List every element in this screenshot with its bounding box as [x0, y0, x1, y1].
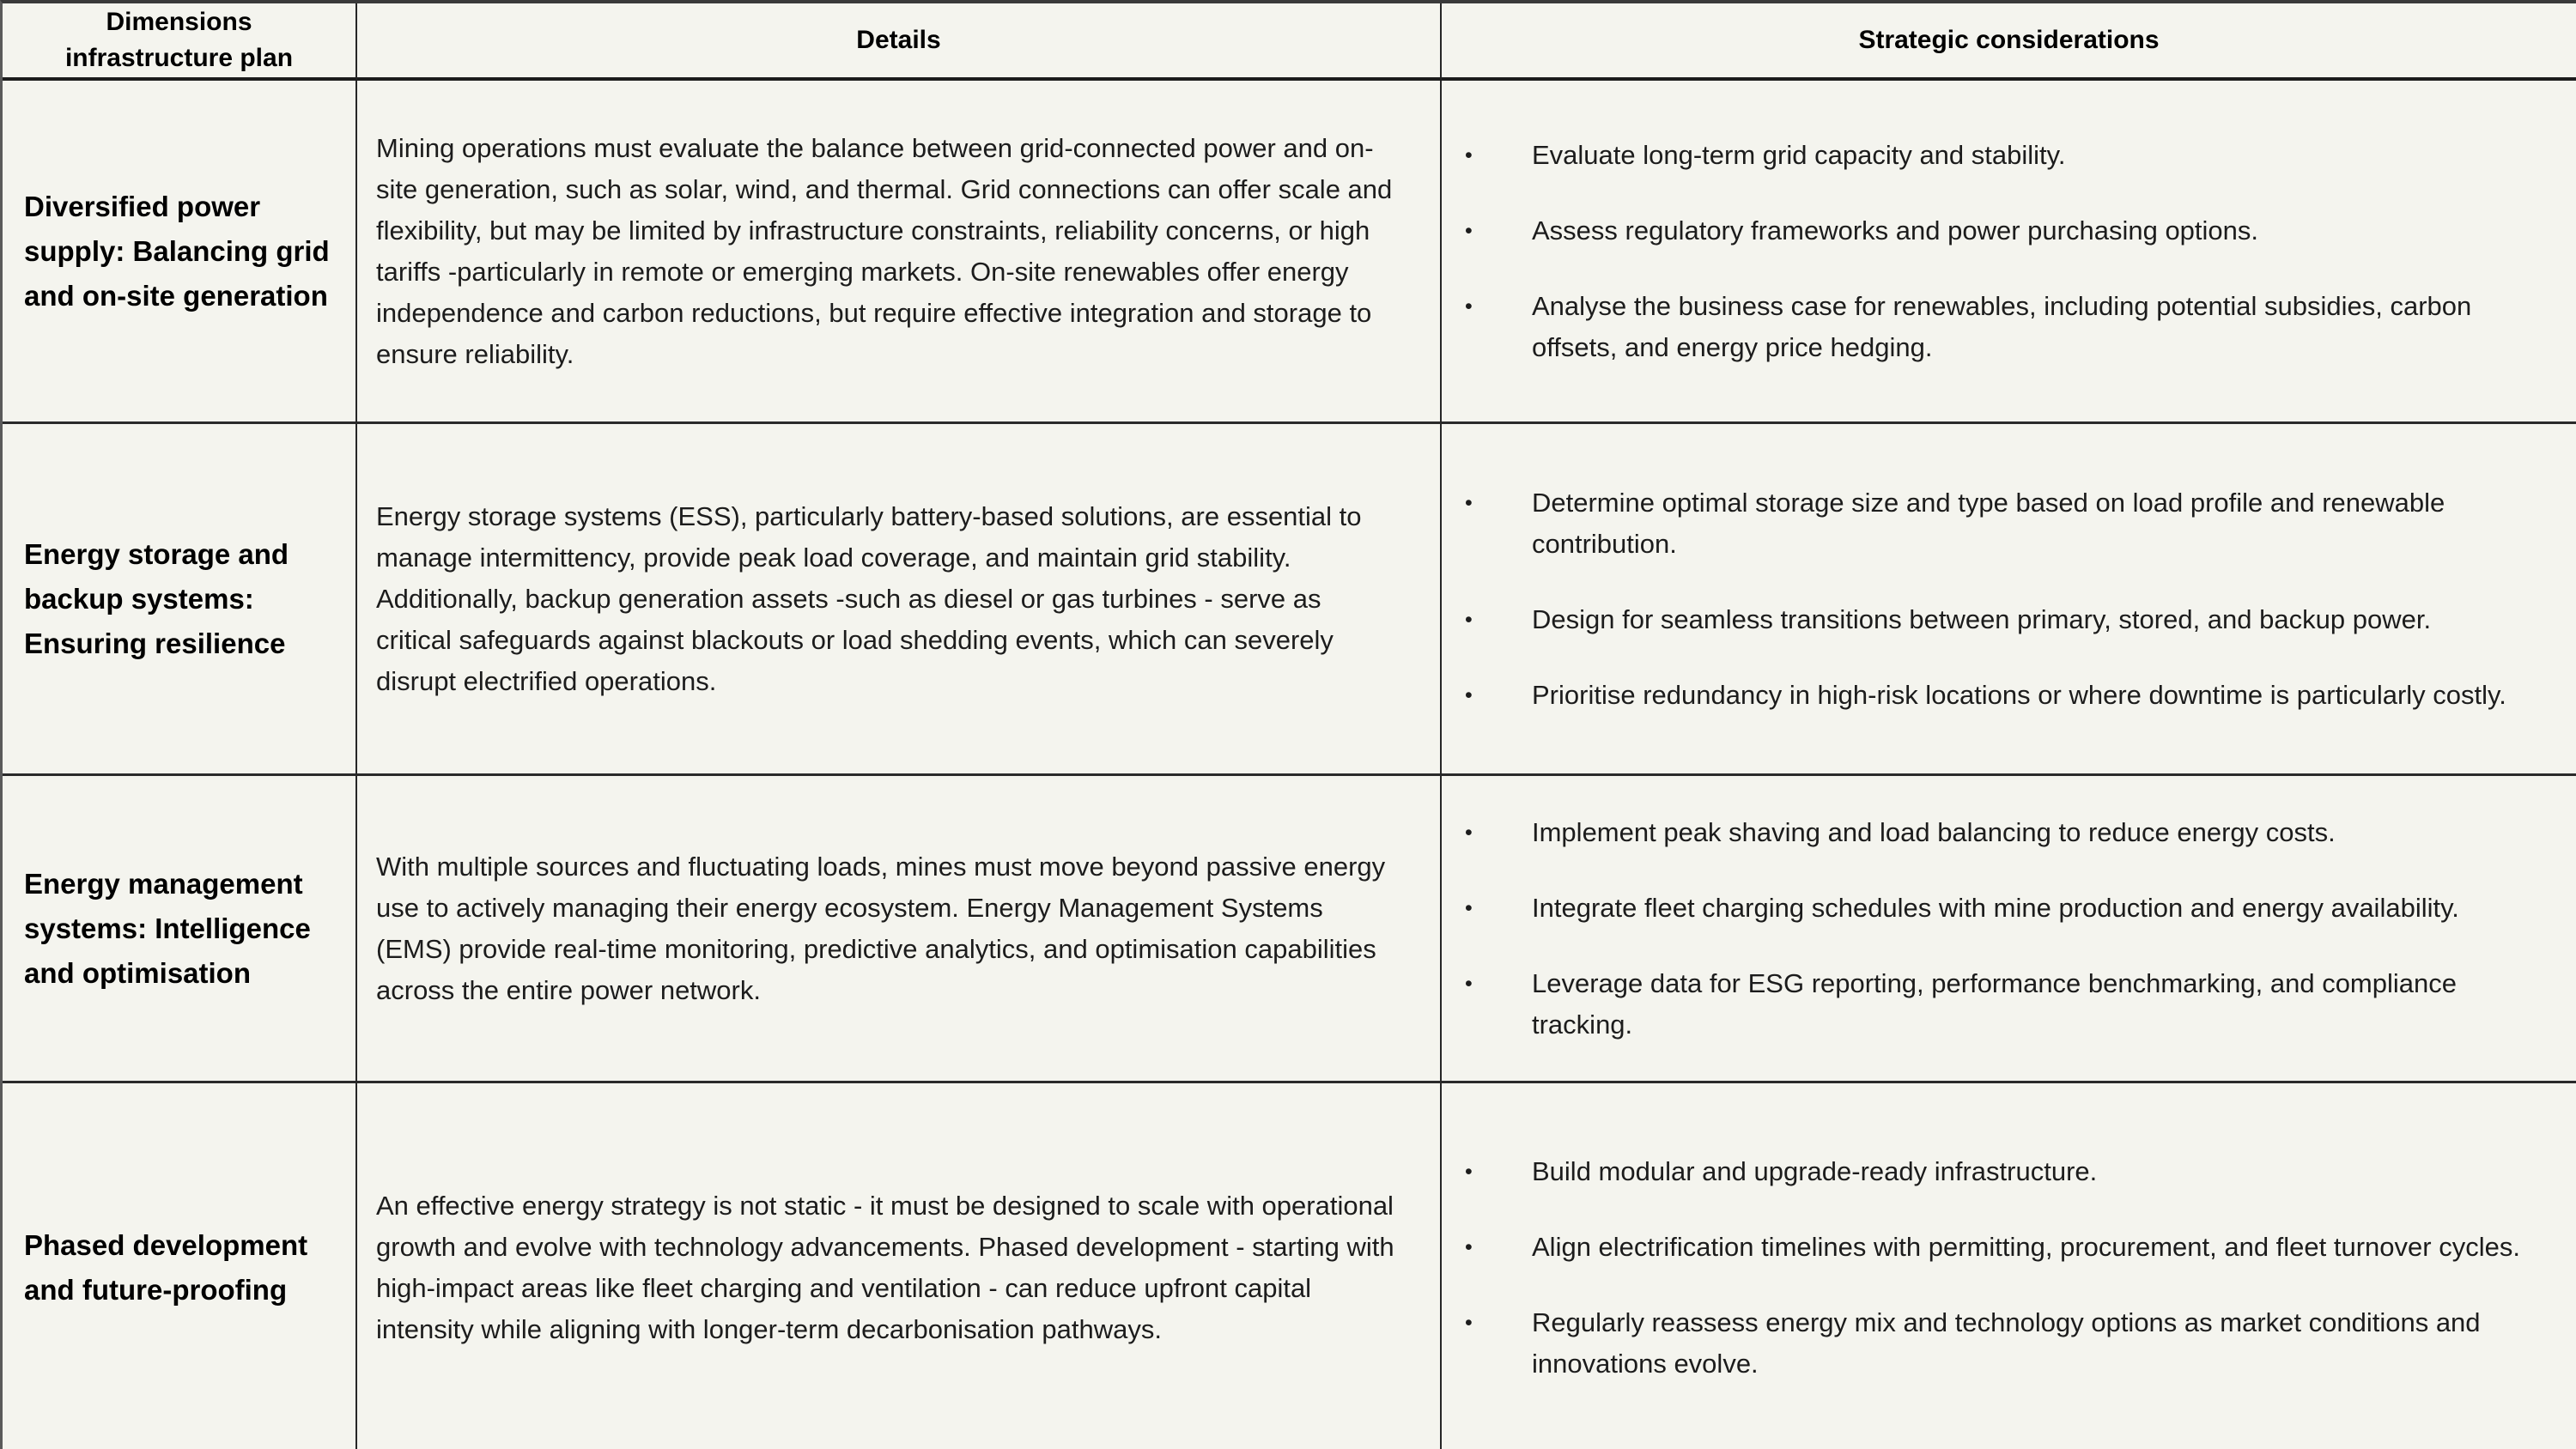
bullet-icon: • [1465, 294, 1473, 318]
list-item [1442, 135, 2542, 176]
dimension-title: Energy management systems: Intelligence and optimisation [24, 867, 311, 989]
considerations-cell [1442, 81, 2576, 424]
consideration-text: Evaluate long-term grid capacity and stability. [1532, 139, 2066, 170]
list-item [1442, 675, 2542, 716]
list-item [1442, 963, 2542, 1046]
consideration-text: Assess regulatory frameworks and power purchasing options. [1532, 215, 2259, 246]
details-text: Mining operations must evaluate the balance between grid-connected power and on-site generation, such as solar, wind, and thermal. Grid connections can offer scale and flexibility, but may be limited by infrastructure constraints, reliability concerns, or high tariffs -particularly in remote or emerging markets. On-site renewables offer energy independence and carbon reductions, but require effective integration and storage to ensure reliability. [376, 132, 1393, 369]
details-text: Energy storage systems (ESS), particularly battery-based solutions, are essential to manage intermittency, provide peak load coverage, and maintain grid stability. Additionally, backup generation assets -such as diesel or gas turbines - serve as critical safeguards against blackouts or load shedding events, which can severely disrupt electrified operations. [376, 500, 1362, 696]
details-cell [357, 776, 1442, 1083]
bullet-icon: • [1465, 1311, 1473, 1335]
dimension-cell-energy-management-systems [3, 776, 357, 1083]
considerations-cell [1442, 1083, 2576, 1449]
list-item [1442, 482, 2542, 565]
bullet-icon: • [1465, 971, 1473, 996]
consideration-text: Design for seamless transitions between primary, stored, and backup power. [1532, 603, 2432, 634]
consideration-text: Determine optimal storage size and type based on load profile and renewable contribution. [1532, 487, 2445, 559]
considerations-cell [1442, 424, 2576, 776]
dimension-title: Phased development and future-proofing [24, 1229, 308, 1306]
consideration-text: Prioritise redundancy in high-risk locations or where downtime is particularly costly. [1532, 679, 2506, 710]
consideration-text: Regularly reassess energy mix and technology options as market conditions and innovations evolve. [1532, 1307, 2481, 1379]
details-cell [357, 1083, 1442, 1449]
bullet-icon: • [1465, 142, 1473, 167]
list-item [1442, 210, 2542, 252]
bullet-icon: • [1465, 490, 1473, 515]
consideration-text: Implement peak shaving and load balancing to reduce energy costs. [1532, 816, 2336, 847]
details-text: With multiple sources and fluctuating loads, mines must move beyond passive energy use to actively managing their energy ecosystem. Energy Management Systems (EMS) provide real-time monitoring, predictive analytics, and optimisation capabilities across the entire power network. [376, 851, 1386, 1005]
consideration-text: Leverage data for ESG reporting, performance benchmarking, and compliance tracking. [1532, 967, 2457, 1040]
column-header-dimensions [3, 3, 357, 81]
dimension-cell-energy-storage-backup [3, 424, 357, 776]
consideration-text: Analyse the business case for renewables, including potential subsidies, carbon offsets, and energy price hedging. [1532, 290, 2472, 362]
consideration-text: Build modular and upgrade-ready infrastructure. [1532, 1156, 2098, 1186]
considerations-cell [1442, 776, 2576, 1083]
bullet-icon: • [1465, 820, 1473, 845]
bullet-icon: • [1465, 1160, 1473, 1184]
column-header-strategic-considerations [1442, 3, 2576, 81]
details-cell [357, 81, 1442, 424]
list-item [1442, 888, 2542, 929]
bullet-icon: • [1465, 607, 1473, 632]
dimension-title: Diversified power supply: Balancing grid and on-site generation [24, 190, 330, 312]
list-item [1442, 1151, 2542, 1192]
dimension-title: Energy storage and backup systems: Ensuring resilience [24, 537, 289, 659]
bullet-icon: • [1465, 218, 1473, 243]
details-cell [357, 424, 1442, 776]
dimension-cell-diversified-power-supply [3, 81, 357, 424]
list-item [1442, 1227, 2542, 1268]
column-header-strategic-considerations-label: Strategic considerations [1858, 26, 2160, 54]
column-header-dimensions-label: Dimensions infrastructure plan [64, 8, 294, 72]
bullet-icon: • [1465, 1235, 1473, 1259]
bullet-icon: • [1465, 895, 1473, 920]
list-item [1442, 599, 2542, 640]
list-item [1442, 286, 2542, 368]
column-header-details [357, 3, 1442, 81]
list-item [1442, 1302, 2542, 1385]
list-item [1442, 812, 2542, 853]
consideration-text: Integrate fleet charging schedules with mine production and energy availability. [1532, 892, 2459, 923]
consideration-text: Align electrification timelines with permitting, procurement, and fleet turnover cycles. [1532, 1232, 2520, 1262]
dimension-cell-phased-development [3, 1083, 357, 1449]
details-text: An effective energy strategy is not static - it must be designed to scale with operational growth and evolve with technology advancements. Phased development - starting with high-impact areas like fleet charging and ventilation - can reduce upfront capital intensity while aligning with longer-term decarbonisation pathways. [376, 1191, 1394, 1344]
bullet-icon: • [1465, 682, 1473, 707]
column-header-details-label: Details [856, 26, 941, 54]
